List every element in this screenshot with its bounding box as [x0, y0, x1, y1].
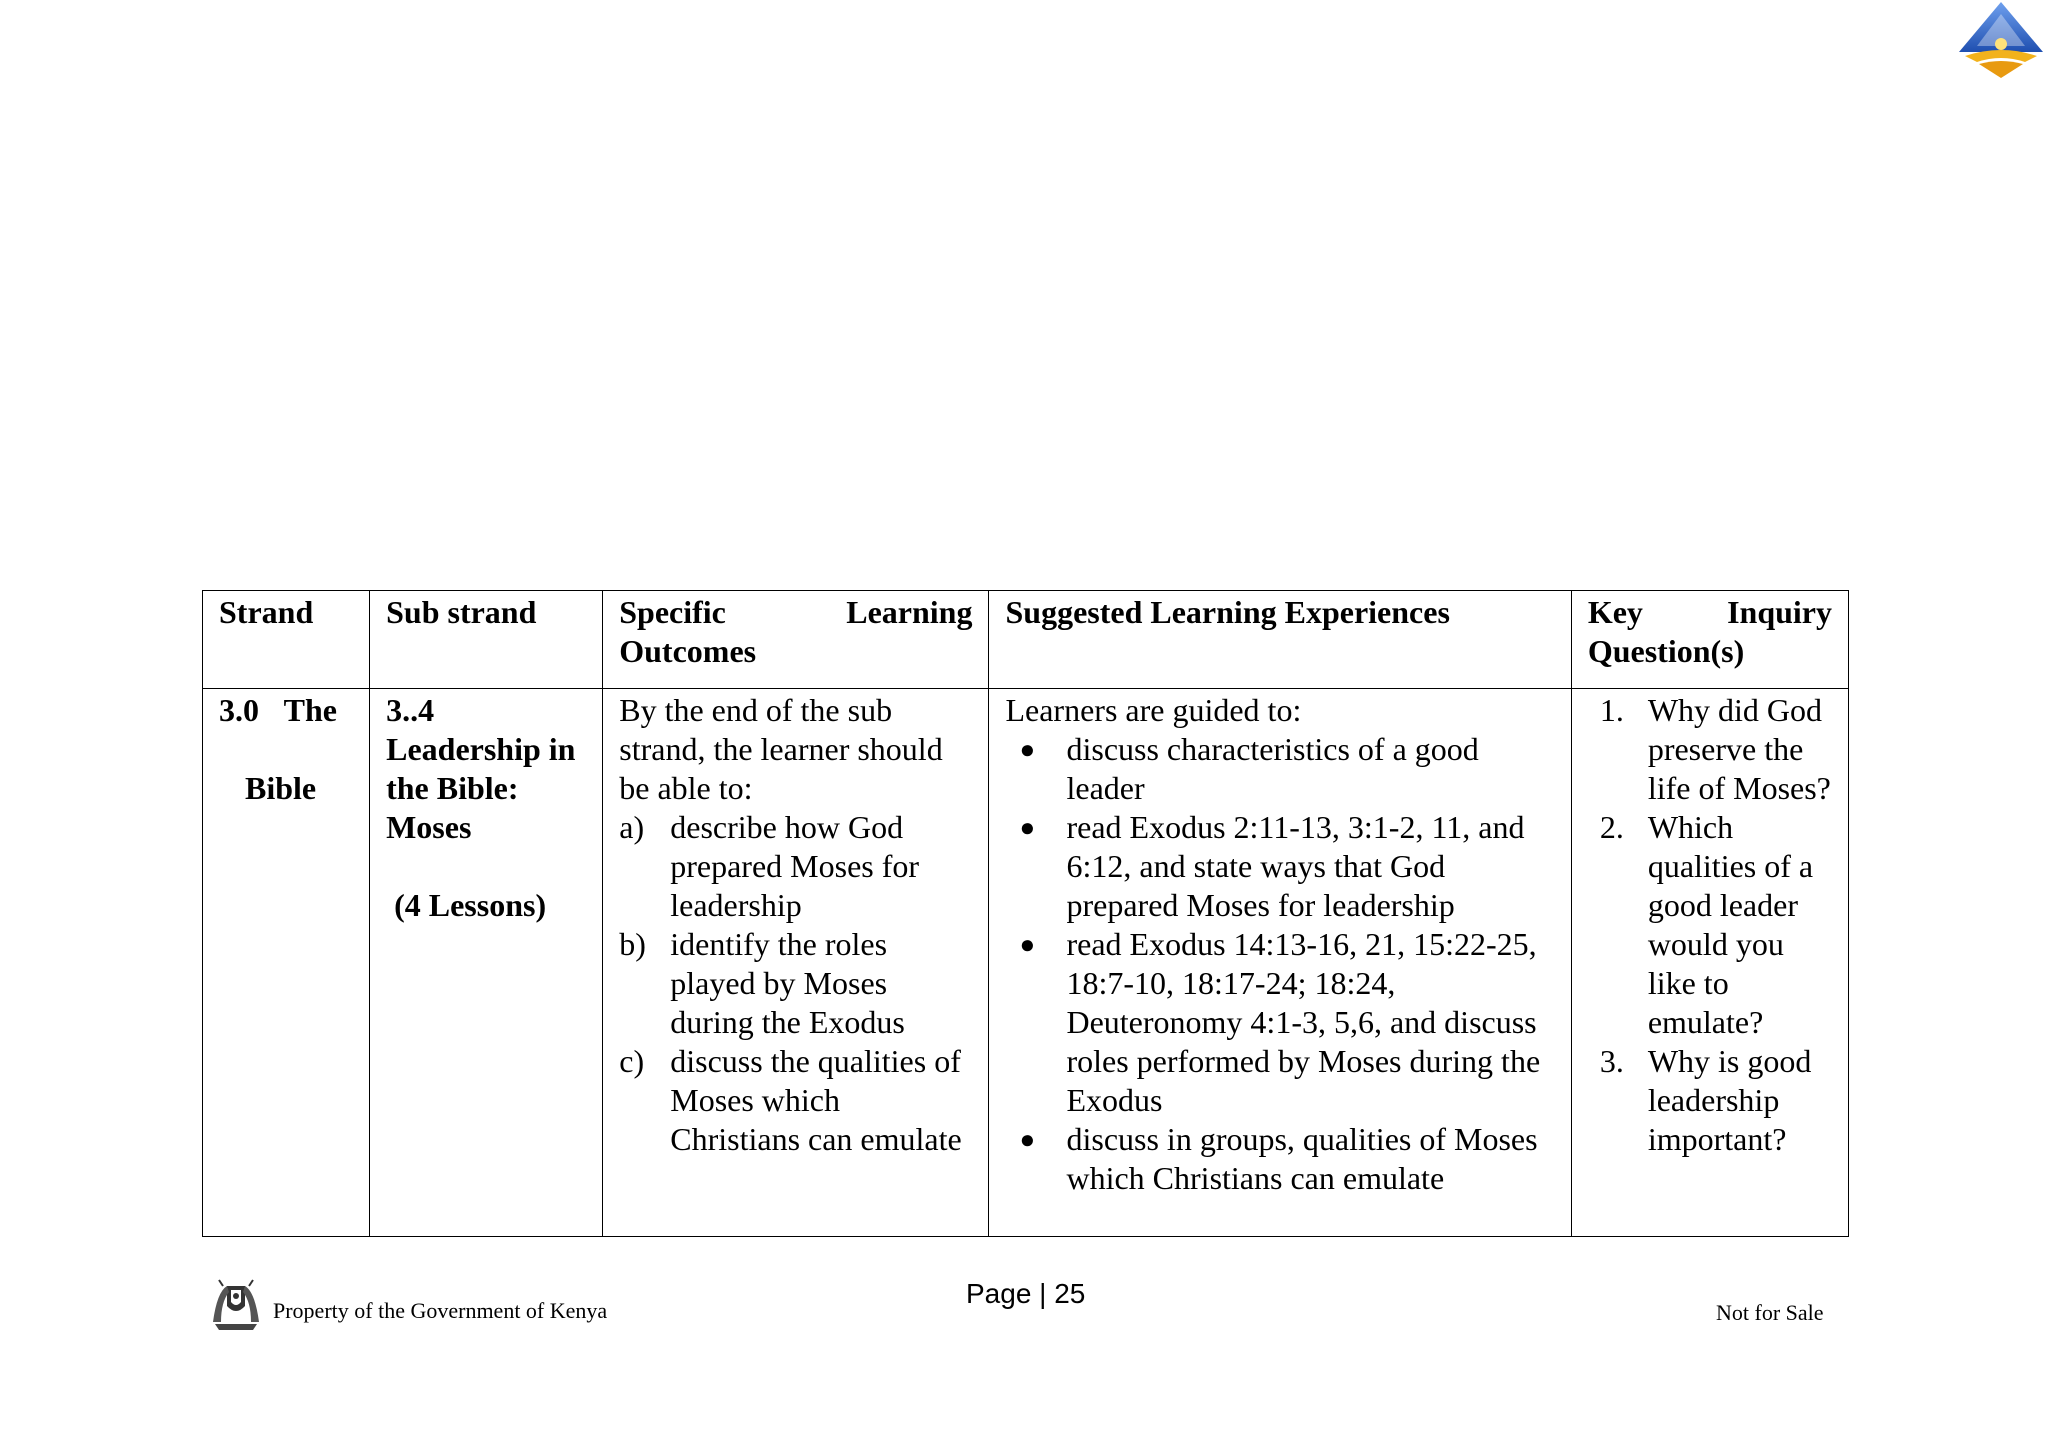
curriculum-table: [202, 590, 1849, 1237]
learning-outcome-item-marker: b): [619, 926, 646, 962]
inquiry-question-item-text: Why did God preserve the life of Moses?: [1647, 692, 1831, 806]
learning-experience-item-marker: ●: [1019, 930, 1036, 959]
table-row: [203, 689, 1849, 1237]
footer-not-for-sale: Not for Sale: [1716, 1300, 1824, 1325]
inquiry-question-item-marker: 3.: [1599, 1043, 1624, 1079]
learning-outcome-item-marker: c): [619, 1043, 645, 1079]
learning-experience-item: [1005, 808, 1554, 925]
footer-property-text: Property of the Government of Kenya: [273, 1298, 608, 1323]
header-specific-learning-outcomes: Specific Learning Outcomes: [603, 591, 989, 689]
learning-experience-item-marker: ●: [1019, 735, 1036, 764]
header-suggested-learning-experiences: Suggested Learning Experiences: [989, 591, 1571, 689]
inquiry-question-item: [1588, 691, 1832, 808]
header-sub-strand: Sub strand: [370, 591, 603, 689]
header-strand: Strand: [203, 591, 370, 689]
learning-outcome-item-text: describe how God prepared Moses for leadership: [670, 809, 920, 923]
learning-experience-item-text: read Exodus 2:11-13, 3:1-2, 11, and 6:12, and state ways that God prepared Moses for leadership: [1066, 809, 1525, 923]
learning-outcome-item: [619, 1042, 972, 1159]
learning-experience-item-text: read Exodus 14:13-16, 21, 15:22-25, 18:7-10, 18:17-24; 18:24, Deuteronomy 4:1-3, 5,6, and discuss roles performed by Moses during the Exodus: [1066, 926, 1541, 1118]
inquiry-question-item-marker: 1.: [1599, 692, 1624, 728]
kicd-logo-icon: [1955, 0, 2047, 80]
learning-experience-item: [1005, 730, 1554, 808]
learning-outcome-item-text: discuss the qualities of Moses which Christians can emulate: [670, 1043, 962, 1157]
specific-learning-outcomes-cell: By the end of the sub strand, the learner should be able to: a) describe how God prepared Moses for leadership b) identify the roles played by Moses during the Exodus c) discuss the qualities of Moses which Christians can emulate: [603, 689, 989, 1237]
strand-cell: 3.0 The Bible: [203, 689, 370, 1237]
inquiry-question-item-marker: 2.: [1599, 809, 1624, 845]
learning-experience-item-text: discuss in groups, qualities of Moses which Christians can emulate: [1066, 1121, 1538, 1196]
suggested-learning-experiences-cell: Learners are guided to: ● discuss characteristics of a good leader ● read Exodus 2:11-13, 3:1-2, 11, and 6:12, and state ways that God prepared Moses for leadership ● read Exodus 14:13-16, 21, 15:22-25, 18:7-10, 18:17-24; 18:24, Deuteronomy 4:1-3, 5,6, and discuss roles performed by Moses during the Exodus ● discuss in groups, qualities of Moses which Christians can emulate: [989, 689, 1571, 1237]
lessons-count: (4 Lessons): [394, 887, 547, 923]
learning-outcome-item-text: identify the roles played by Moses during the Exodus: [670, 926, 905, 1040]
learning-experience-item-marker: ●: [1019, 813, 1036, 842]
learning-experience-item: [1005, 925, 1554, 1120]
inquiry-question-item-text: Why is good leadership important?: [1647, 1043, 1812, 1157]
key-inquiry-questions-cell: [1571, 689, 1848, 1237]
learning-outcome-item-marker: a): [619, 809, 645, 845]
learning-experience-item: [1005, 1120, 1554, 1198]
kenya-coat-of-arms-icon: [205, 1272, 267, 1334]
inquiry-question-item: [1588, 1042, 1832, 1159]
inquiry-question-item-text: Which qualities of a good leader would you like to emulate?: [1647, 809, 1814, 1040]
learning-experience-item-marker: ●: [1019, 1125, 1036, 1154]
inquiry-question-item: [1588, 808, 1832, 1042]
learning-experience-item-text: discuss characteristics of a good leader: [1066, 731, 1479, 806]
learning-outcome-item: [619, 925, 972, 1042]
table-header-row: [203, 591, 1849, 689]
footer-page-number: Page | 25: [966, 1278, 1086, 1309]
header-key-inquiry-questions: Key Inquiry Question(s): [1571, 591, 1848, 689]
learning-outcome-item: [619, 808, 972, 925]
sub-strand-cell: 3..4 Leadership in the Bible: Moses (4 Lessons): [370, 689, 603, 1237]
